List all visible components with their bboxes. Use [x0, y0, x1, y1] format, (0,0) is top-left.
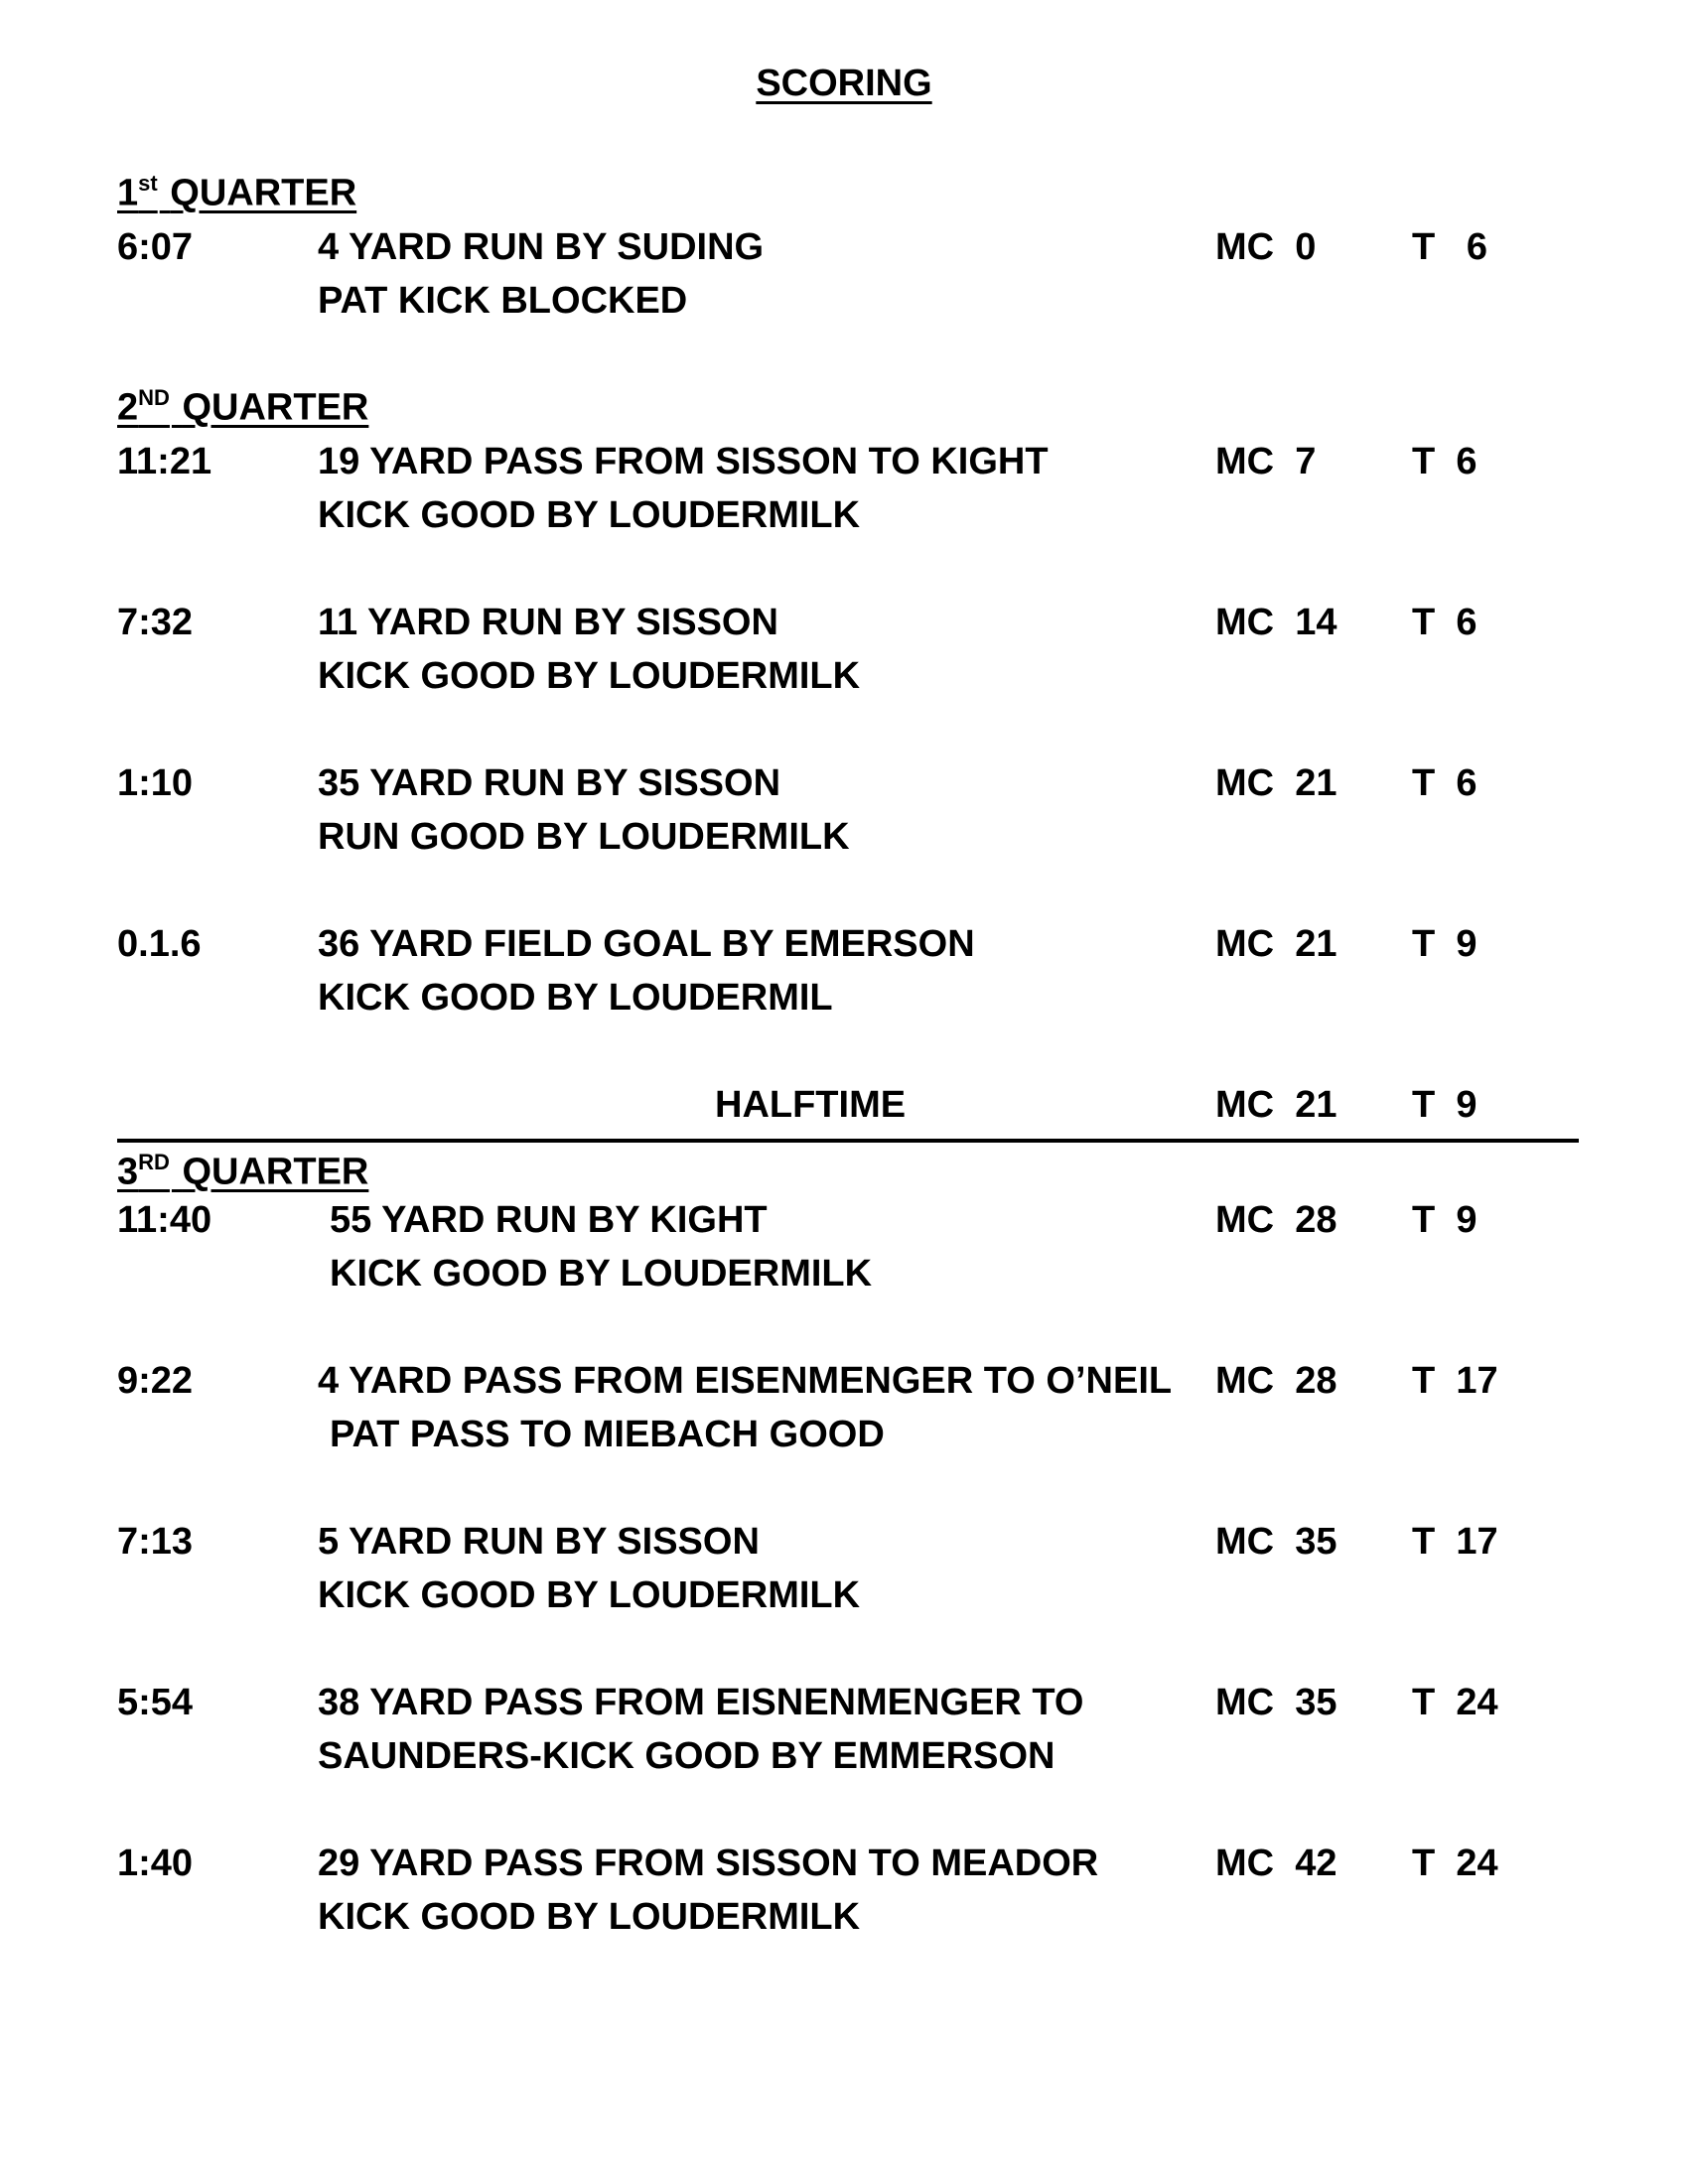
play-conversion: KICK GOOD BY LOUDERMILK — [318, 494, 861, 536]
t-score: T 6 — [1412, 441, 1477, 482]
play-conversion: KICK GOOD BY LOUDERMIL — [318, 977, 833, 1019]
play-time: 7:13 — [117, 1521, 194, 1563]
mc-score: MC 35 — [1215, 1521, 1337, 1563]
play-description: 29 YARD PASS FROM SISSON TO MEADOR — [318, 1843, 1099, 1884]
play-time: 6:07 — [117, 226, 194, 268]
play-conversion: SAUNDERS-KICK GOOD BY EMMERSON — [318, 1735, 1055, 1777]
mc-score: MC 28 — [1215, 1199, 1337, 1241]
halftime-t-score: T 9 — [1412, 1084, 1477, 1126]
play-description: 19 YARD PASS FROM SISSON TO KIGHT — [318, 441, 1049, 482]
page-title: SCORING — [756, 63, 932, 104]
play-time: 0.1.6 — [117, 923, 202, 965]
play-time: 1:10 — [117, 762, 194, 804]
mc-score: MC 42 — [1215, 1843, 1337, 1884]
mc-score: MC 7 — [1215, 441, 1317, 482]
t-score: T 6 — [1412, 226, 1488, 268]
play-description: 38 YARD PASS FROM EISNENMENGER TO — [318, 1682, 1084, 1723]
play-description: 5 YARD RUN BY SISSON — [318, 1521, 760, 1563]
t-score: T 24 — [1412, 1843, 1498, 1884]
play-time: 9:22 — [117, 1360, 194, 1402]
play-description: 11 YARD RUN BY SISSON — [318, 602, 778, 643]
play-description: 4 YARD PASS FROM EISENMENGER TO O’NEIL — [318, 1360, 1173, 1402]
quarter-heading-1: 1st QUARTER — [117, 171, 357, 214]
t-score: T 17 — [1412, 1360, 1498, 1402]
play-conversion: RUN GOOD BY LOUDERMILK — [318, 816, 850, 858]
play-conversion: KICK GOOD BY LOUDERMILK — [318, 1574, 861, 1616]
play-conversion: PAT PASS TO MIEBACH GOOD — [330, 1414, 885, 1455]
t-score: T 9 — [1412, 1199, 1477, 1241]
play-time: 11:40 — [117, 1199, 212, 1241]
play-conversion: KICK GOOD BY LOUDERMILK — [330, 1253, 873, 1295]
play-time: 7:32 — [117, 602, 194, 643]
t-score: T 17 — [1412, 1521, 1498, 1563]
mc-score: MC 14 — [1215, 602, 1337, 643]
mc-score: MC 0 — [1215, 226, 1317, 268]
quarter-heading-2: 2ND QUARTER — [117, 385, 369, 429]
play-conversion: KICK GOOD BY LOUDERMILK — [318, 655, 861, 697]
quarter-heading-3: 3RD QUARTER — [117, 1150, 369, 1193]
halftime-label: HALFTIME — [715, 1084, 907, 1126]
mc-score: MC 35 — [1215, 1682, 1337, 1723]
play-description: 36 YARD FIELD GOAL BY EMERSON — [318, 923, 975, 965]
t-score: T 9 — [1412, 923, 1477, 965]
play-conversion: PAT KICK BLOCKED — [318, 280, 688, 322]
play-description: 55 YARD RUN BY KIGHT — [330, 1199, 768, 1241]
mc-score: MC 28 — [1215, 1360, 1337, 1402]
halftime-divider — [117, 1139, 1579, 1143]
mc-score: MC 21 — [1215, 923, 1337, 965]
play-conversion: KICK GOOD BY LOUDERMILK — [318, 1896, 861, 1938]
t-score: T 6 — [1412, 762, 1477, 804]
mc-score: MC 21 — [1215, 762, 1337, 804]
t-score: T 6 — [1412, 602, 1477, 643]
play-time: 1:40 — [117, 1843, 194, 1884]
play-time: 11:21 — [117, 441, 212, 482]
play-description: 4 YARD RUN BY SUDING — [318, 226, 765, 268]
t-score: T 24 — [1412, 1682, 1498, 1723]
play-description: 35 YARD RUN BY SISSON — [318, 762, 781, 804]
halftime-mc-score: MC 21 — [1215, 1084, 1337, 1126]
play-time: 5:54 — [117, 1682, 194, 1723]
